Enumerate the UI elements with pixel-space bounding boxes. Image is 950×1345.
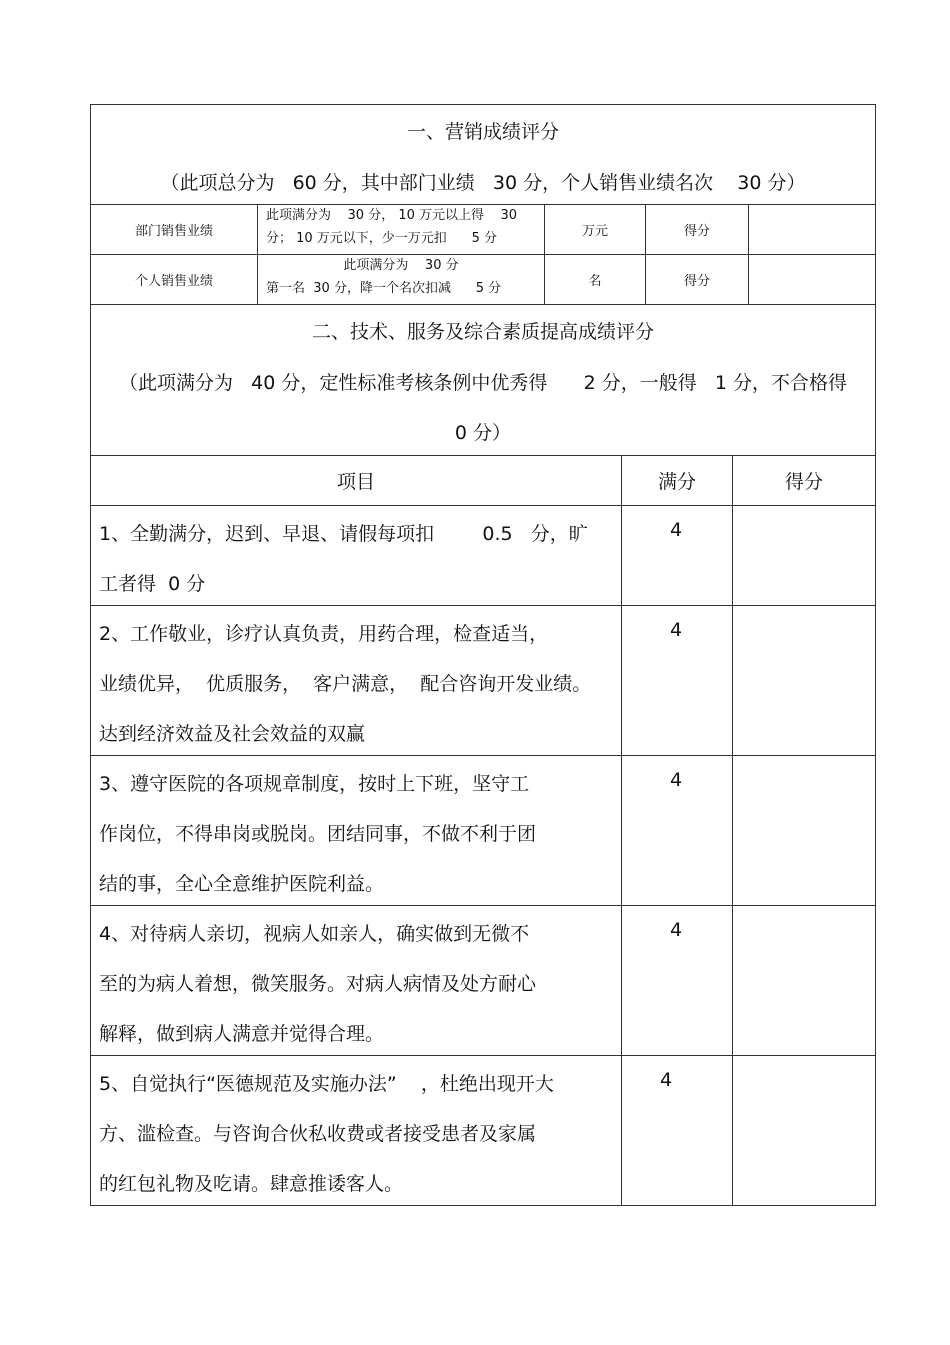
dept-sales-unit: 万元: [545, 205, 646, 254]
section1-header: [90, 104, 876, 205]
dept-sales-desc: [258, 205, 545, 254]
header-score: 得分: [784, 471, 823, 493]
item-text-cell: [91, 1056, 622, 1205]
item-line: 结的事，全心全意维护医院利益。: [99, 873, 385, 895]
personal-sales-unit: 名: [545, 255, 646, 304]
full-score-value: 4: [660, 1069, 673, 1091]
section1-title: 一、营销成绩评分: [406, 121, 559, 143]
score-input[interactable]: [733, 756, 875, 905]
personal-sales-row: [90, 254, 876, 305]
personal-sales-score-label: 得分: [646, 255, 749, 304]
full-score-value: 4: [670, 619, 683, 641]
item-line: 1、全勤满分，迟到、早退、请假每项扣 0.5 分，旷: [99, 523, 588, 545]
item-line: 5、自觉执行“医德规范及实施办法” ，杜绝出现开大: [99, 1073, 554, 1095]
section2-title: 二、技术、服务及综合素质提高成绩评分: [311, 321, 654, 343]
score-input[interactable]: [733, 906, 875, 1055]
item-text-cell: [91, 606, 622, 755]
item-line: 的红包礼物及吃请。肆意推诿客人。: [99, 1173, 404, 1195]
item-text-cell: [91, 506, 622, 605]
section2-subtitle-line2: 0 分）: [454, 422, 512, 444]
personal-sales-score-input[interactable]: [749, 255, 875, 304]
header-item: 项目: [91, 456, 622, 505]
full-score-value: 4: [670, 519, 683, 541]
section2-subtitle-line1: （此项满分为 40 分，定性标准考核条例中优秀得 2 分，一般得 1 分，不合格得: [119, 372, 847, 394]
table-row: [90, 1055, 876, 1206]
item-line: 达到经济效益及社会效益的双赢: [99, 723, 366, 745]
item-line: 至的为病人着想，微笑服务。对病人病情及处方耐心: [99, 973, 537, 995]
table-row: [90, 905, 876, 1056]
table-row: [90, 605, 876, 756]
personal-sales-desc: [258, 255, 545, 304]
table-row: [90, 755, 876, 906]
dept-sales-desc-line1: 此项满分为 30 分， 10 万元以上得 30: [266, 208, 518, 223]
item-line: 作岗位，不得串岗或脱岗。团结同事，不做不利于团: [99, 823, 537, 845]
score-input[interactable]: [733, 606, 875, 755]
personal-sales-label: 个人销售业绩: [91, 255, 258, 304]
header-full-score: 满分: [622, 456, 733, 505]
item-line: 3、遵守医院的各项规章制度，按时上下班，坚守工: [99, 773, 530, 795]
full-score-cell: [622, 906, 733, 1055]
items-table-header: [90, 455, 876, 506]
table-row: [90, 505, 876, 606]
dept-sales-score-label: 得分: [646, 205, 749, 254]
section1-subtitle: （此项总分为 60 分，其中部门业绩 30 分，个人销售业绩名次 30 分）: [160, 172, 806, 194]
item-line: 工者得 0 分: [99, 573, 206, 595]
dept-sales-label: 部门销售业绩: [91, 205, 258, 254]
full-score-value: 4: [670, 769, 683, 791]
item-text-cell: [91, 906, 622, 1055]
personal-sales-desc-line1: 此项满分为 30 分: [343, 258, 459, 273]
item-text-cell: [91, 756, 622, 905]
item-line: 解释，做到病人满意并觉得合理。: [99, 1023, 385, 1045]
dept-sales-score-input[interactable]: [749, 205, 875, 254]
score-input[interactable]: [733, 1056, 875, 1205]
item-line: 方、滥检查。与咨询合伙私收费或者接受患者及家属: [99, 1123, 537, 1145]
item-line: 4、对待病人亲切，视病人如亲人，确实做到无微不: [99, 923, 530, 945]
full-score-cell: [622, 756, 733, 905]
dept-sales-row: [90, 204, 876, 255]
full-score-value: 4: [670, 919, 683, 941]
full-score-cell: [622, 1056, 733, 1205]
score-input[interactable]: [733, 506, 875, 605]
item-line: 2、工作敬业，诊疗认真负责，用药合理，检查适当，: [99, 623, 549, 645]
item-line: 业绩优异， 优质服务， 客户满意， 配合咨询开发业绩。: [99, 673, 592, 695]
dept-sales-desc-line2: 分； 10 万元以下，少一万元扣 5 分: [266, 231, 498, 246]
full-score-cell: [622, 506, 733, 605]
section2-header: [90, 304, 876, 456]
personal-sales-desc-line2: 第一名 30 分，降一个名次扣减 5 分: [266, 281, 502, 296]
full-score-cell: [622, 606, 733, 755]
